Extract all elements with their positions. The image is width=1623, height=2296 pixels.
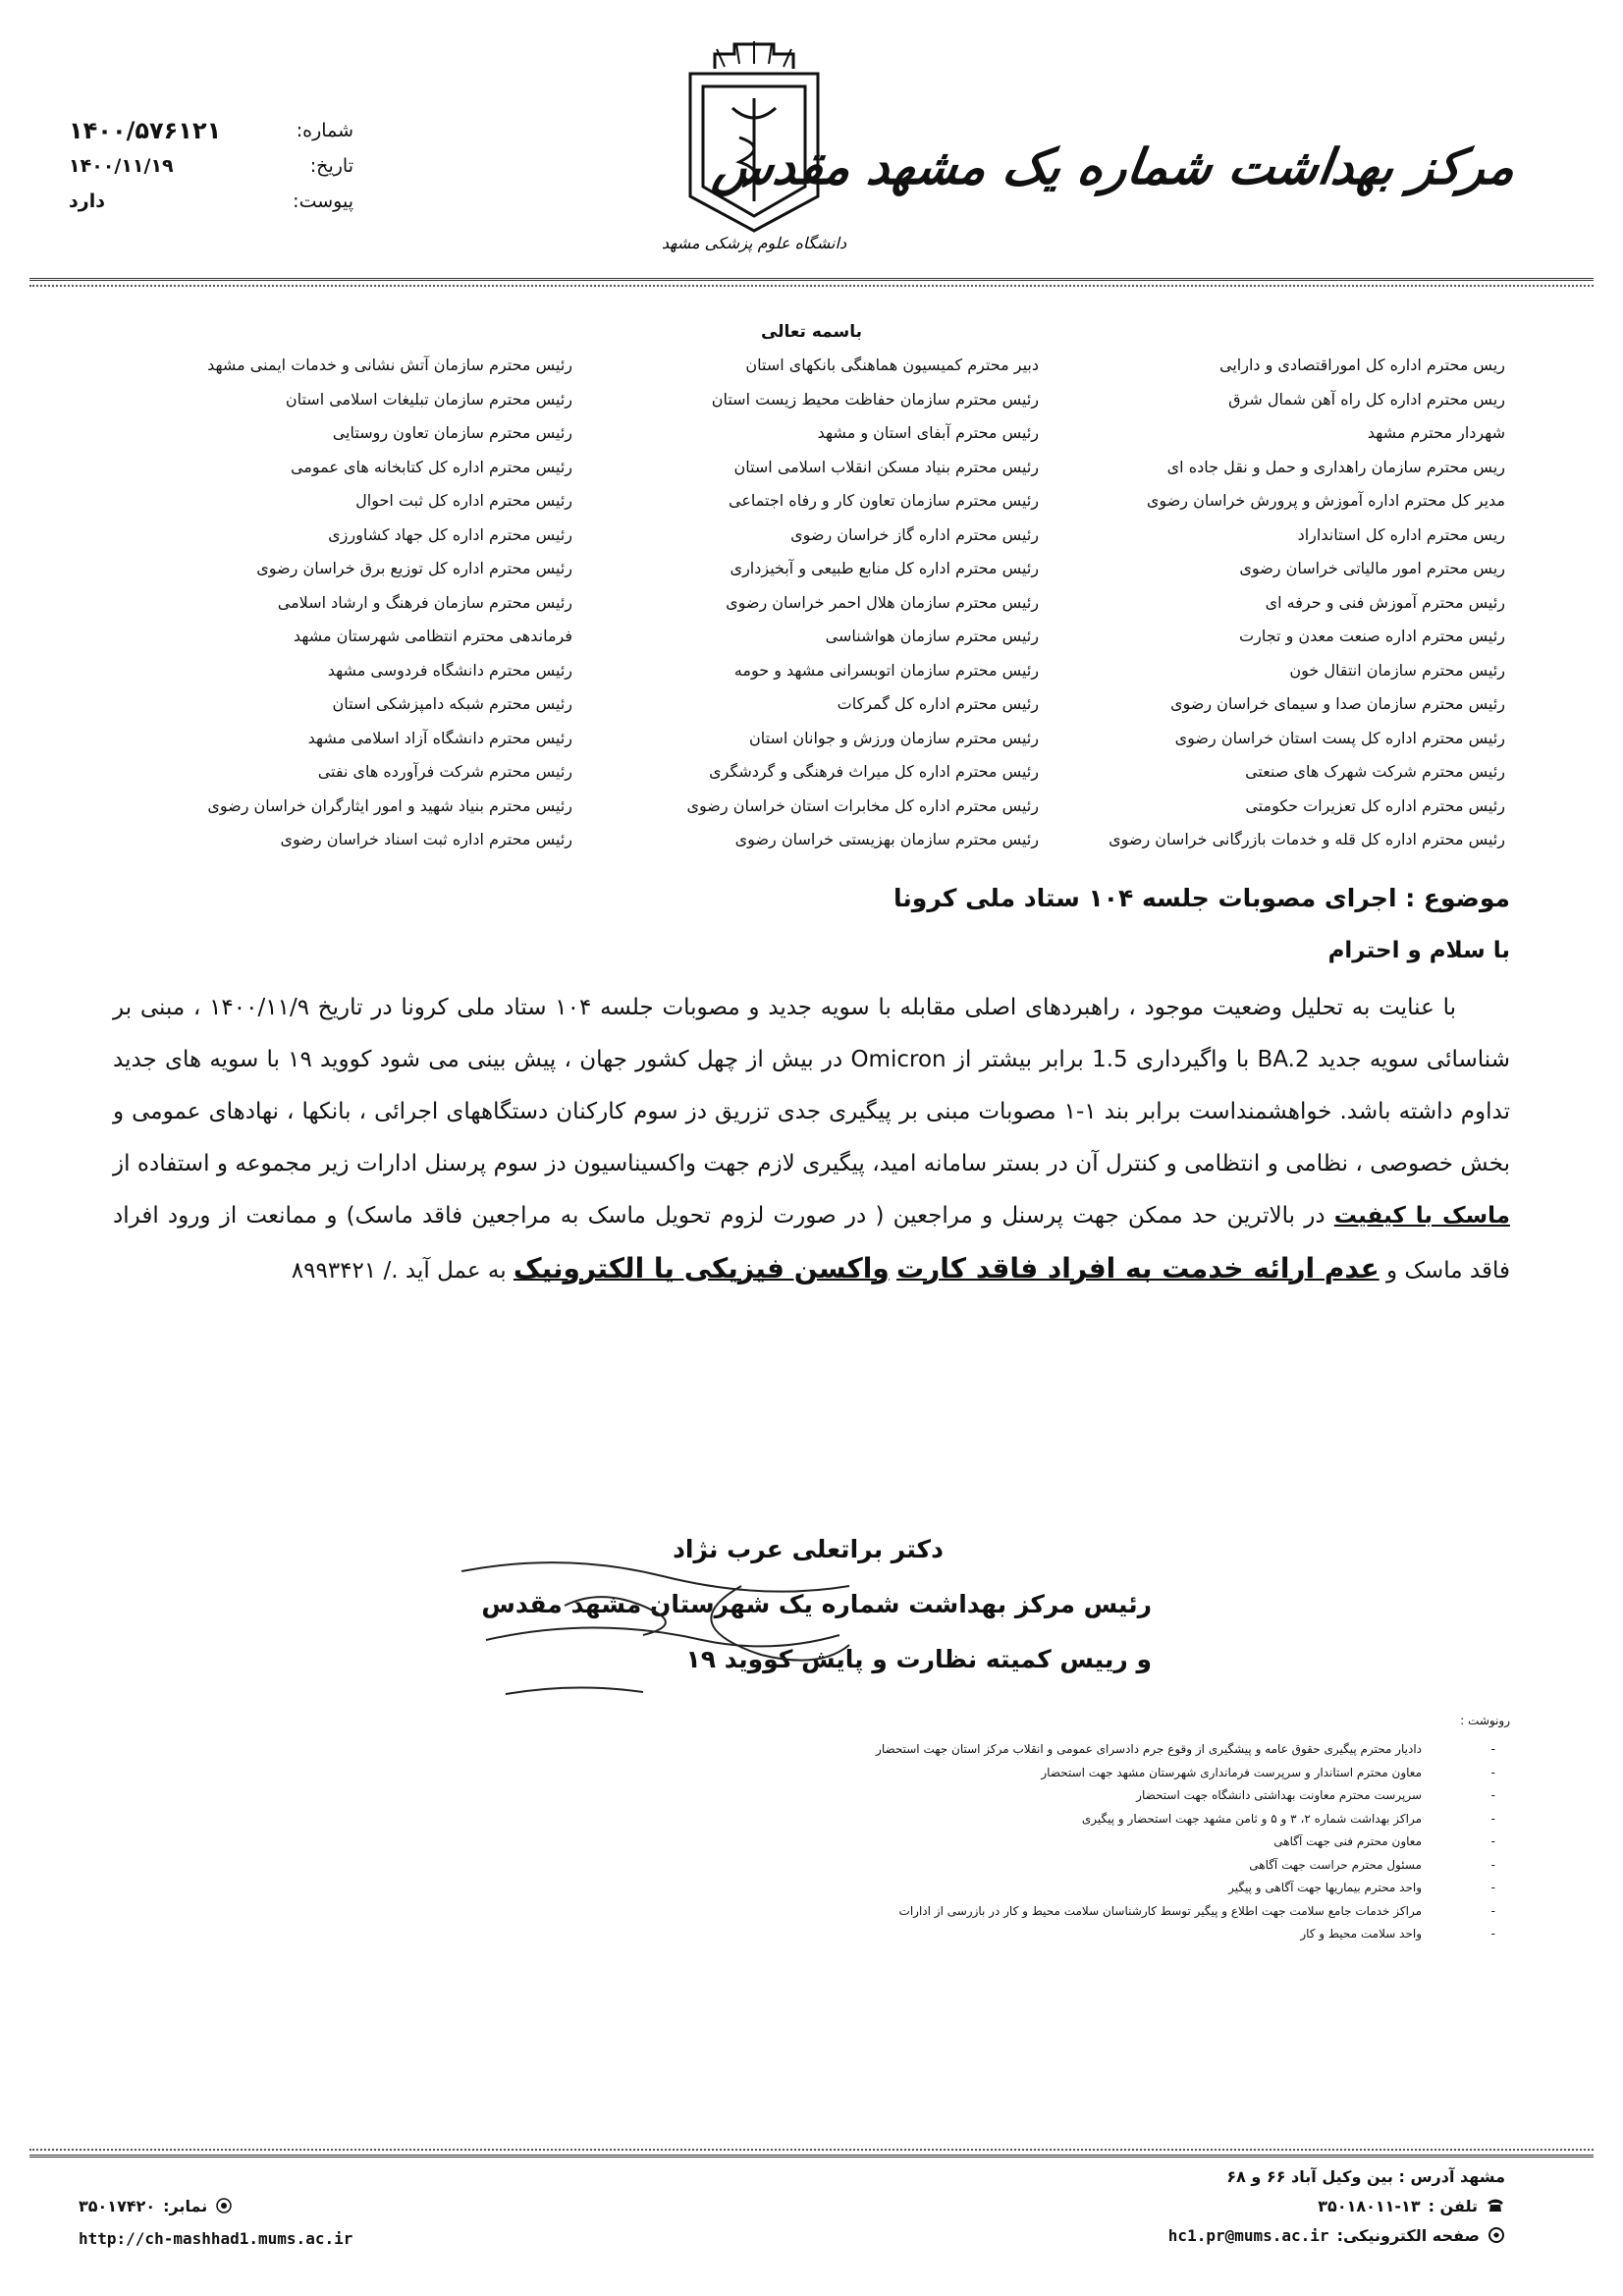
cc-item: دادیار محترم پیگیری حقوق عامه و پیشگیری از وقوع جرم دادسرای عمومی و انقلاب مرکز استان جهت استحضار - [876,1738,1422,1762]
attachment-label: پیوست: [293,191,353,212]
footer-fax [79,2197,233,2215]
recipient-item: رئیس محترم سازمان هواشناسی [825,627,1039,645]
handwritten-signature-icon [447,1547,859,1704]
recipient-item: رئیس محترم دانشگاه فردوسی مشهد [327,660,572,680]
recipient-item: رئیس محترم اداره کل پست استان خراسان رضوی [1174,728,1505,747]
signer-committee-title: و رییس کمیته نظارت و پایش کووید ۱۹ [685,1645,1152,1673]
recipient-item: ریس محترم امور مالیاتی خراسان رضوی [1239,559,1505,577]
footer-divider [29,2155,1594,2158]
email-address[interactable]: hc1.pr@mums.ac.ir [1167,2226,1329,2245]
recipient-item: رئیس محترم سازمان تعاون روستایی [332,423,572,442]
cc-item: واحد سلامت محیط و کار - [876,1923,1422,1946]
greeting: با سلام و احترام [1327,938,1510,963]
recipient-item: رئیس محترم شرکت شهرک های صنعتی [1245,762,1505,781]
recipient-item: رئیس محترم سازمان حفاظت محیط زیست استان [711,389,1039,409]
signer-name: دکتر براتعلی عرب نژاد [673,1535,944,1563]
letter-body [113,982,1510,1297]
recipient-item: رئیس محترم آموزش فنی و حرفه ای [1265,592,1505,612]
recipient-item: رئیس محترم اداره کل میراث فرهنگی و گردشگری [709,762,1039,781]
recipient-item: فرماندهی محترم انتظامی شهرستان مشهد [293,627,572,645]
recipient-item: رئیس محترم اداره گاز خراسان رضوی [790,524,1039,544]
cc-list [876,1738,1422,1946]
recipient-item: ریس محترم اداره کل راه آهن شمال شرق [1228,389,1505,409]
cc-item: معاون محترم استاندار و سرپرست فرمانداری شهرستان مشهد جهت استحضار - [876,1762,1422,1785]
recipient-item: رئیس محترم اداره کل توزیع برق خراسان رضوی [256,559,572,577]
attachment-value: دارد [69,191,105,212]
recipient-item: رئیس محترم اداره کل قله و خدمات بازرگانی خراسان رضوی [1109,830,1505,848]
fax-number: ۳۵۰۱۷۴۲۰ [79,2197,156,2215]
footer-email [1168,2226,1505,2245]
recipients-right-column [1093,349,1505,857]
letter-date: ۱۴۰۰/۱۱/۱۹ [69,155,174,177]
recipient-item: رئیس محترم اداره کل جهاد کشاورزی [328,524,572,544]
recipient-item: مدیر کل محترم اداره آموزش و پرورش خراسان رضوی [1146,491,1505,510]
recipient-item: رئیس محترم بنیاد مسکن انقلاب اسلامی استان [733,457,1039,476]
recipient-item: رئیس محترم سازمان انتقال خون [1289,660,1505,680]
cc-item: مراکز خدمات جامع سلامت جهت اطلاع و پیگیر توسط کارشناسان سلامت محیط و کار در بازرسی از ادارات - [876,1900,1422,1924]
recipient-item: رئیس محترم دانشگاه آزاد اسلامی مشهد [307,728,572,747]
body-highlight-mask: ماسک با کیفیت [1333,1203,1510,1229]
body-highlight-no-service: عدم ارائه خدمت به افراد فاقد کارت [896,1252,1380,1285]
cc-item: مراکز بهداشت شماره ۲، ۳ و ۵ و ثامن مشهد جهت استحضار و پیگیری - [876,1808,1422,1831]
recipient-item: رئیس محترم سازمان آتش نشانی و خدمات ایمنی مشهد [207,355,572,374]
recipient-item: رئیس محترم سازمان هلال احمر خراسان رضوی [726,592,1039,612]
footer-phone [1318,2197,1505,2215]
recipients-left-column [140,349,572,857]
letter-meta [59,113,353,219]
website-link[interactable]: http://ch-mashhad1.mums.ac.ir [79,2229,353,2248]
recipient-item: رئیس محترم سازمان صدا و سیمای خراسان رضوی [1169,694,1505,713]
cc-item: سرپرست محترم معاونت بهداشتی دانشگاه جهت استحضار - [876,1784,1422,1808]
recipient-item: رئیس محترم اداره کل ثبت احوال [355,491,572,510]
recipient-item: ریس محترم اداره کل استانداراد [1297,524,1505,544]
recipient-item: رئیس محترم سازمان بهزیستی خراسان رضوی [734,830,1039,848]
phone-icon [1486,2197,1505,2213]
recipient-item: رئیس محترم سازمان اتوبسرانی مشهد و حومه [733,660,1039,680]
recipient-item: رئیس محترم سازمان تعاون کار و رفاه اجتماعی [729,491,1039,510]
recipient-item: رئیس محترم سازمان تبلیغات اسلامی استان [285,389,572,409]
body-text-3: به عمل آید ./ ۸۹۹۳۴۲۱ [291,1258,507,1284]
recipient-item: رئیس محترم بنیاد شهید و امور ایثارگران خراسان رضوی [207,795,572,815]
recipient-item: رئیس محترم اداره کل مخابرات استان خراسان رضوی [686,795,1039,815]
recipient-item: رئیس محترم سازمان فرهنگ و ارشاد اسلامی [277,592,572,612]
email-label: صفحه الکترونیکی: [1336,2226,1480,2245]
cc-item: مسئول محترم حراست جهت آگاهی - [876,1854,1422,1878]
footer-address: مشهد آدرس : بین وکیل آباد ۶۶ و ۶۸ [1226,2167,1505,2186]
recipient-item: دبیر محترم کمیسیون هماهنگی بانکهای استان [745,355,1039,374]
fax-label: نمابر: [163,2197,208,2215]
letter-number: ۱۴۰۰/۵۷۶۱۲۱ [69,117,222,144]
body-text-1: با عنایت به تحلیل وضعیت موجود ، راهبردهای اصلی مقابله با سویه جدید و مصوبات جلسه ۱۰۴ ستاد ملی کرونا در تاریخ ۱۴۰۰/۱۱/۹ ، مبنی بر شناسائی سویه جدید BA.2 با واگیرداری 1.5 برابر بیشتر از Omicron در بیش از چهل کشور جهان ، پیش بینی می شود کووید ۱۹ با سویه های جدید تداوم داشته باشد. خواهشمنداست برابر بند ۱-۱ مصوبات مبنی بر پیگیری جدی تزریق دز سوم کارکنان دستگاههای اجرائی ، بانکها ، نهادهای عمومی و بخش خصوصی ، نظامی و انتظامی و کنترل آن در بستر سامانه امید، پیگیری لازم جهت واکسیناسیون دز سوم پرسنل ادارات زیر مجموعه و استفاده از [113,995,1510,1176]
footer-divider-dotted [29,2149,1594,2151]
recipient-item: رئیس محترم اداره صنعت معدن و تجارت [1239,627,1505,645]
date-label: تاریخ: [309,155,353,177]
salutation: باسمه تعالی [760,322,863,342]
phone-label: تلفن : [1428,2197,1478,2215]
cc-item: واحد محترم بیماریها جهت آگاهی و پیگیر - [876,1877,1422,1900]
recipient-item: رئیس محترم شرکت فرآورده های نفتی [317,762,572,781]
header-divider-dotted [29,285,1594,287]
recipient-item: رئیس محترم اداره کل تعزیرات حکومتی [1245,795,1505,815]
recipient-item: ریس محترم سازمان راهداری و حمل و نقل جاده ای [1166,457,1505,476]
recipient-item: رئیس محترم سازمان ورزش و جوانان استان [748,728,1039,747]
body-highlight-vaccine: واکسن فیزیکی یا الکترونیک [513,1252,890,1285]
cc-item: معاون محترم فنی جهت آگاهی - [876,1831,1422,1854]
recipient-item: رئیس محترم شبکه دامپزشکی استان [332,694,572,713]
fax-icon [215,2197,233,2214]
signer-title: رئیس مرکز بهداشت شماره یک شهرستان مشهد مقدس [481,1590,1152,1618]
recipient-item: رئیس محترم اداره کل کتابخانه های عمومی [290,457,572,476]
web-icon [1488,2226,1505,2244]
logo-caption: دانشگاه علوم پزشکی مشهد [661,234,847,252]
recipients-middle-column [607,349,1039,857]
number-label: شماره: [296,120,353,141]
recipient-item: رئیس محترم آبفای استان و مشهد [817,423,1039,442]
recipient-item: رئیس محترم اداره کل گمرکات [837,694,1039,713]
university-logo-icon [656,39,852,255]
organization-title: مرکز بهداشت شماره یک مشهد مقدس [709,137,1520,195]
recipient-item: ریس محترم اداره کل اموراقتصادی و دارایی [1219,355,1505,374]
cc-title: رونوشت : [1460,1714,1510,1727]
header-divider [29,278,1594,281]
recipient-item: رئیس محترم اداره ثبت اسناد خراسان رضوی [280,830,572,848]
recipient-item: شهردار محترم مشهد [1367,423,1505,442]
recipient-item: رئیس محترم اداره کل منابع طبیعی و آبخیزداری [730,559,1039,577]
phone-number: ۳۵۰۱۸۰۱۱-۱۳ [1318,2197,1421,2215]
subject-line: موضوع : اجرای مصوبات جلسه ۱۰۴ ستاد ملی کرونا [893,884,1510,912]
body-text-2: در بالاترین حد ممکن جهت پرسنل و مراجعین ( در صورت لزوم تحویل ماسک به مراجعین فاقد ماسک) و ممانعت از ورود افراد فاقد ماسک و [113,1203,1510,1284]
